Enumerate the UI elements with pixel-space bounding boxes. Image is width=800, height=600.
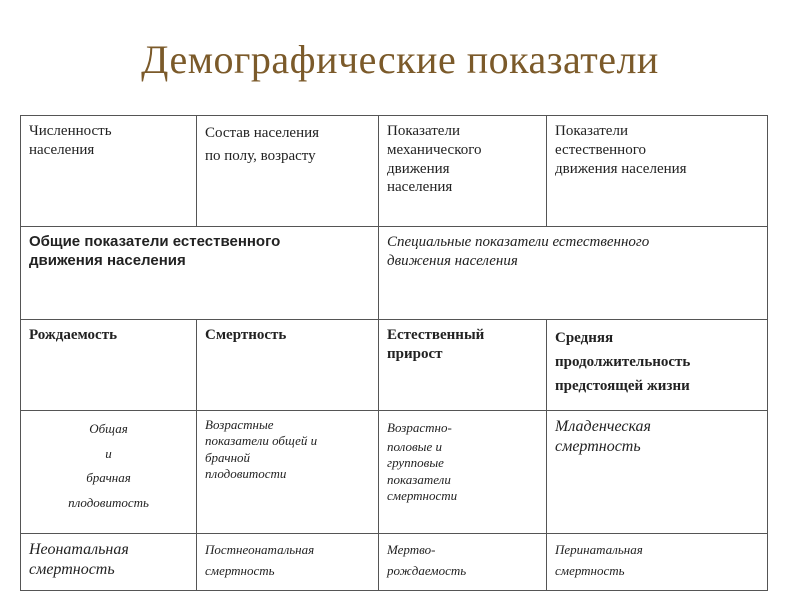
table-cell	[547, 534, 768, 591]
cell-line: Численность	[29, 123, 112, 139]
demographic-indicators-table	[20, 115, 768, 591]
cell-line: плодовитость	[68, 495, 149, 511]
table-row	[21, 534, 768, 591]
cell-line: Рождаемость	[29, 327, 118, 343]
cell-line: продолжительность	[555, 354, 691, 370]
cell-line: брачная	[86, 470, 131, 486]
table-row	[21, 227, 768, 320]
cell-line: естественного	[555, 141, 646, 158]
cell-line: Общие показатели естественного	[29, 233, 281, 250]
table-cell	[547, 116, 768, 227]
table-cell	[379, 116, 547, 227]
table-row	[21, 320, 768, 411]
cell-line: предстоящей жизни	[555, 378, 690, 394]
table-cell	[197, 116, 379, 227]
cell-line: механического	[387, 141, 482, 158]
cell-line: по полу, возрасту	[205, 148, 316, 165]
cell-line: Возрастно-	[387, 420, 452, 435]
cell-line: показатели	[387, 471, 451, 487]
cell-line: прирост	[387, 345, 443, 362]
cell-line: половые и	[387, 439, 442, 455]
cell-line: смертность	[29, 561, 115, 578]
cell-line: рождаемость	[387, 562, 467, 578]
table-cell	[21, 534, 197, 591]
cell-line: Средняя	[555, 330, 614, 346]
table-cell	[379, 320, 547, 411]
cell-line: смертность	[555, 562, 625, 578]
cell-line: Постнеонатальная	[205, 542, 315, 557]
table-cell	[379, 411, 547, 534]
cell-line: показатели общей и	[205, 433, 318, 449]
cell-line: Специальные показатели естественного	[387, 234, 650, 250]
table-cell	[197, 320, 379, 411]
table-cell	[379, 534, 547, 591]
table-cell	[197, 411, 379, 534]
cell-line: Общая	[89, 421, 128, 436]
table-row	[21, 411, 768, 534]
cell-line: движения населения	[387, 252, 518, 269]
cell-line: Естественный	[387, 327, 485, 343]
cell-line: населения	[29, 141, 95, 158]
cell-line: Смертность	[205, 327, 287, 343]
table-row	[21, 116, 768, 227]
cell-line: плодовитости	[205, 465, 287, 481]
table-cell	[21, 116, 197, 227]
cell-line: движения населения	[555, 160, 687, 177]
cell-line: Показатели	[555, 123, 628, 139]
cell-line: Показатели	[387, 123, 460, 139]
cell-line: движения	[387, 160, 450, 177]
cell-line: и	[105, 445, 112, 461]
cell-line: движения населения	[29, 251, 186, 269]
cell-line: смертность	[555, 438, 641, 455]
special-indicators-header	[379, 227, 768, 320]
cell-line: Состав населения	[205, 125, 320, 141]
general-indicators-header	[21, 227, 379, 320]
cell-line: брачной	[205, 449, 251, 465]
cell-line: смертности	[387, 487, 458, 503]
cell-line: Перинатальная	[555, 542, 643, 557]
cell-line: Неонатальная	[29, 541, 129, 558]
cell-line: Младенческая	[555, 418, 651, 435]
table-cell	[547, 411, 768, 534]
table-cell	[547, 320, 768, 411]
cell-line: групповые	[387, 455, 444, 471]
cell-line: населения	[387, 179, 453, 196]
cell-line: Мертво-	[387, 542, 436, 557]
cell-line: Возрастные	[205, 417, 274, 432]
table-cell	[21, 411, 197, 534]
table-cell	[21, 320, 197, 411]
table-cell	[197, 534, 379, 591]
cell-line: смертность	[205, 562, 275, 578]
slide-title: Демографические показатели	[141, 37, 659, 82]
